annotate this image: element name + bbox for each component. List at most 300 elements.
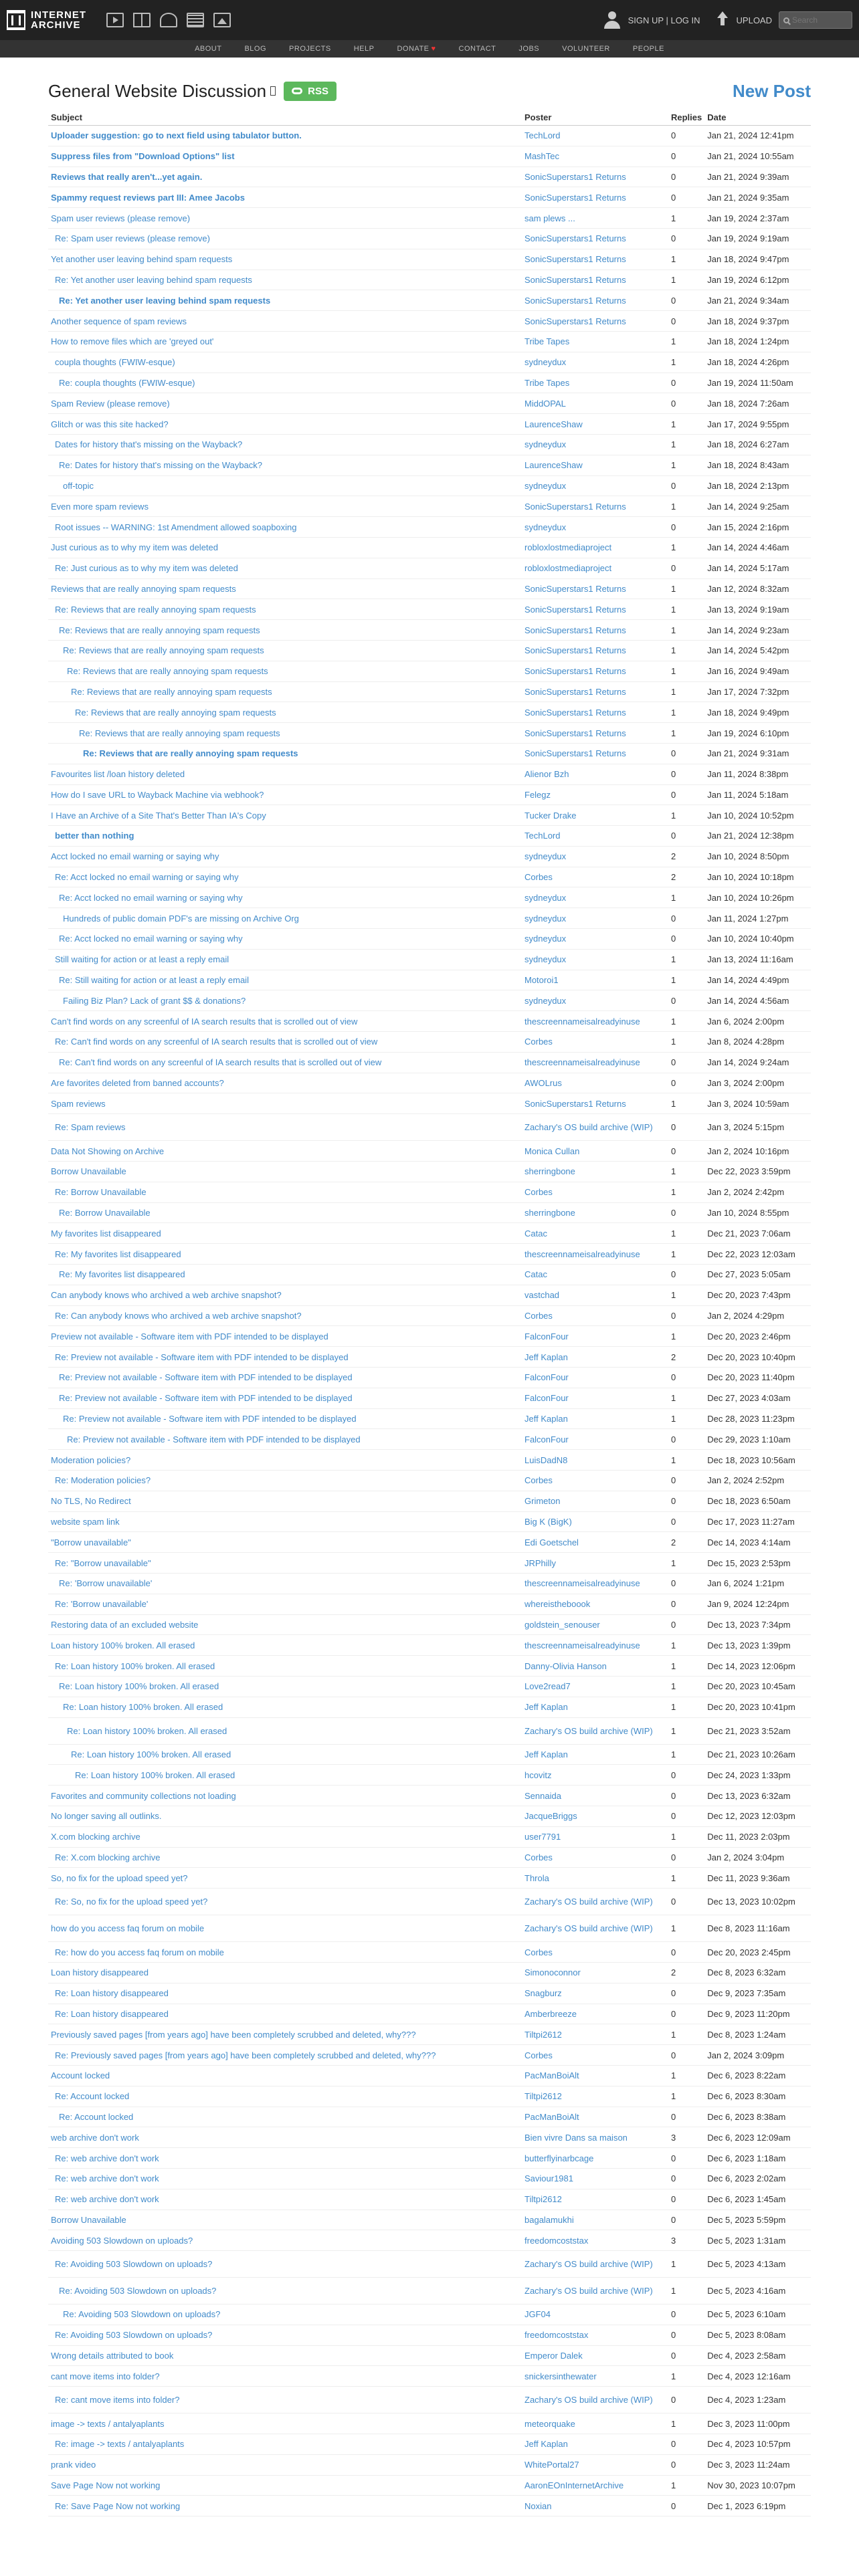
poster-cell [522, 1450, 668, 1471]
post-subject-link[interactable]: Account locked [51, 2070, 110, 2081]
post-subject-link[interactable]: Re: Yet another user leaving behind spam requests [59, 295, 271, 306]
nav-jobs[interactable]: JOBS [518, 45, 540, 53]
post-subject-link[interactable]: Re: Borrow Unavailable [55, 1187, 147, 1198]
poster-link[interactable]: AWOLrus [524, 1078, 562, 1089]
post-subject-link[interactable]: Re: Still waiting for action or at least a reply email [59, 975, 249, 986]
replies-count: 0 [668, 167, 704, 187]
poster-link[interactable]: freedomcoststax [524, 2330, 589, 2341]
post-subject-link[interactable]: Are favorites deleted from banned accounts? [51, 1078, 224, 1089]
post-subject-cell [48, 187, 522, 208]
replies-count: 1 [668, 949, 704, 970]
poster-link[interactable]: LaurenceShaw [524, 460, 583, 471]
poster-cell [522, 208, 668, 229]
poster-cell [522, 558, 668, 578]
poster-link[interactable]: SonicSuperstars1 Returns [524, 1098, 626, 1109]
poster-cell [522, 1011, 668, 1032]
post-subject-link[interactable]: Acct locked no email warning or saying why [51, 851, 219, 862]
post-subject-link[interactable]: Preview not available - Software item with PDF intended to be displayed [51, 1331, 328, 1341]
post-subject-link[interactable]: Borrow Unavailable [51, 2214, 126, 2225]
poster-link[interactable]: goldstein_senouser [524, 1619, 600, 1630]
poster-link[interactable]: freedomcoststax [524, 2235, 589, 2246]
post-subject-link[interactable]: Re: Can't find words on any screenful of IA search results that is scrolled out of view [55, 1037, 378, 1047]
poster-link[interactable]: SonicSuperstars1 Returns [524, 295, 626, 306]
poster-link[interactable]: PacManBoiAlt [524, 2111, 579, 2122]
post-subject-link[interactable]: Re: Preview not available - Software item with PDF intended to be displayed [59, 1393, 353, 1404]
poster-link[interactable]: Sennaida [524, 1790, 561, 1801]
internet-archive-logo[interactable] [7, 10, 86, 30]
poster-link[interactable]: Corbes [524, 1311, 553, 1321]
post-subject-link[interactable]: prank video [51, 2460, 96, 2470]
post-subject-link[interactable]: X.com blocking archive [51, 1832, 140, 1842]
post-subject-link[interactable]: Hundreds of public domain PDF's are missing on Archive Org [63, 913, 299, 924]
poster-link[interactable]: SonicSuperstars1 Returns [524, 728, 626, 738]
poster-link[interactable]: JRPhilly [524, 1558, 556, 1568]
post-subject-link[interactable]: Can't find words on any screenful of IA search results that is scrolled out of view [51, 1016, 358, 1027]
poster-cell [522, 2024, 668, 2045]
replies-count: 1 [668, 1408, 704, 1429]
poster-link[interactable]: sydneydux [524, 522, 567, 532]
upload-link[interactable]: UPLOAD [736, 15, 772, 25]
poster-link[interactable]: Tiltpi2612 [524, 2091, 562, 2102]
poster-link[interactable]: SonicSuperstars1 Returns [524, 604, 626, 615]
search-input[interactable] [792, 15, 846, 25]
post-subject-link[interactable]: Re: So, no fix for the upload speed yet? [55, 1897, 208, 1907]
post-subject-link[interactable]: Glitch or was this site hacked? [51, 419, 169, 429]
poster-link[interactable]: vastchad [524, 1290, 560, 1301]
poster-link[interactable]: SonicSuperstars1 Returns [524, 666, 626, 677]
poster-cell [522, 1676, 668, 1697]
replies-count: 1 [668, 1388, 704, 1408]
post-subject-link[interactable]: Re: Avoiding 503 Slowdown on uploads? [55, 2259, 213, 2270]
post-subject-link[interactable]: coupla thoughts (FWIW-esque) [55, 357, 175, 368]
user-icon[interactable] [603, 10, 622, 30]
post-subject-link[interactable]: Re: Acct locked no email warning or saying why [59, 892, 243, 903]
post-subject-link[interactable]: Re: Loan history 100% broken. All erased [71, 1749, 231, 1759]
post-subject-link[interactable]: Failing Biz Plan? Lack of grant $$ & donations? [63, 995, 246, 1006]
post-subject-link[interactable]: Wrong details attributed to book [51, 2351, 174, 2361]
post-subject-link[interactable]: Data Not Showing on Archive [51, 1146, 165, 1156]
post-subject-link[interactable]: How do I save URL to Wayback Machine via webhook? [51, 789, 264, 800]
post-subject-link[interactable]: Re: Previously saved pages [from years ago] have been completely scrubbed and deleted, why??? [55, 2050, 436, 2060]
post-subject-link[interactable]: Re: Reviews that are really annoying spam requests [55, 604, 256, 615]
poster-link[interactable]: Jeff Kaplan [524, 2439, 568, 2450]
poster-link[interactable]: SonicSuperstars1 Returns [524, 192, 626, 203]
poster-link[interactable]: Corbes [524, 1475, 553, 1486]
poster-link[interactable]: sydneydux [524, 480, 567, 491]
poster-link[interactable]: Amberbreeze [524, 2008, 577, 2019]
poster-link[interactable]: Grimeton [524, 1496, 561, 1507]
post-subject-link[interactable]: Re: Avoiding 503 Slowdown on uploads? [55, 2330, 213, 2341]
post-subject-link[interactable]: Re: Borrow Unavailable [59, 1208, 151, 1218]
post-subject-link[interactable]: Re: Loan history 100% broken. All erased [63, 1702, 223, 1713]
poster-link[interactable]: thescreennameisalreadyinuse [524, 1640, 640, 1650]
poster-link[interactable]: Catac [524, 1228, 547, 1239]
post-subject-link[interactable]: Just curious as to why my item was deleted [51, 542, 218, 553]
post-subject-link[interactable]: Re: Reviews that are really annoying spam requests [59, 625, 260, 635]
poster-link[interactable]: SonicSuperstars1 Returns [524, 583, 626, 594]
poster-link[interactable]: Zachary's OS build archive (WIP) [524, 1923, 653, 1934]
post-subject-link[interactable]: Re: image -> texts / antalyaplants [55, 2439, 185, 2450]
post-subject-link[interactable]: Re: Reviews that are really annoying spam requests [75, 707, 276, 718]
table-row [48, 2325, 811, 2345]
search-box[interactable] [779, 11, 852, 29]
poster-link[interactable]: sydneydux [524, 357, 567, 368]
poster-link[interactable]: Felegz [524, 789, 551, 800]
post-subject-link[interactable]: Re: Yet another user leaving behind spam requests [55, 274, 252, 285]
poster-link[interactable]: SonicSuperstars1 Returns [524, 233, 626, 244]
post-date: Jan 21, 2024 12:41pm [704, 126, 811, 146]
post-subject-cell [48, 496, 522, 517]
nav-help[interactable]: HELP [353, 45, 375, 53]
post-subject-link[interactable]: Re: Can't find words on any screenful of IA search results that is scrolled out of view [59, 1057, 382, 1068]
poster-cell [522, 2496, 668, 2516]
post-date: Jan 6, 2024 2:00pm [704, 1011, 811, 1032]
poster-cell [522, 1635, 668, 1656]
replies-count: 0 [668, 743, 704, 764]
poster-link[interactable]: sam plews ... [524, 213, 575, 223]
nav-about[interactable]: ABOUT [195, 45, 222, 53]
poster-link[interactable]: Jeff Kaplan [524, 1414, 568, 1424]
post-subject-link[interactable]: Re: "Borrow unavailable" [55, 1558, 151, 1568]
poster-link[interactable]: FalconFour [524, 1331, 569, 1341]
poster-link[interactable]: Alienor Bzh [524, 769, 569, 780]
poster-link[interactable]: Motoroi1 [524, 975, 559, 986]
post-subject-link[interactable]: Avoiding 503 Slowdown on uploads? [51, 2235, 193, 2246]
poster-link[interactable]: Noxian [524, 2500, 552, 2511]
poster-cell [522, 929, 668, 950]
poster-link[interactable]: Throla [524, 1872, 549, 1883]
poster-link[interactable]: Monica Cullan [524, 1146, 580, 1156]
post-date: Jan 19, 2024 6:12pm [704, 270, 811, 290]
poster-link[interactable]: Edi Goetschel [524, 1537, 579, 1547]
post-date: Jan 15, 2024 2:16pm [704, 517, 811, 538]
post-subject-link[interactable]: Re: coupla thoughts (FWIW-esque) [59, 377, 195, 388]
replies-count: 1 [668, 661, 704, 681]
poster-link[interactable]: Zachary's OS build archive (WIP) [524, 2286, 653, 2296]
poster-link[interactable]: Love2read7 [524, 1681, 571, 1692]
poster-link[interactable]: Zachary's OS build archive (WIP) [524, 2395, 653, 2405]
post-subject-link[interactable]: Re: Preview not available - Software item with PDF intended to be displayed [55, 1352, 349, 1362]
poster-link[interactable]: SonicSuperstars1 Returns [524, 274, 626, 285]
post-subject-link[interactable]: Yet another user leaving behind spam requests [51, 254, 233, 265]
post-subject-link[interactable]: Reviews that really aren't...yet again. [51, 171, 203, 182]
poster-link[interactable]: whereistheboook [524, 1599, 591, 1610]
nav-blog[interactable]: BLOG [244, 45, 267, 53]
post-subject-link[interactable]: Spam user reviews (please remove) [51, 213, 191, 223]
poster-link[interactable]: user7791 [524, 1832, 561, 1842]
poster-link[interactable]: thescreennameisalreadyinuse [524, 1249, 640, 1259]
audio-icon[interactable] [160, 13, 177, 27]
poster-link[interactable]: sydneydux [524, 934, 567, 944]
upload-icon[interactable] [715, 11, 730, 29]
poster-link[interactable]: Emperor Dalek [524, 2351, 583, 2361]
poster-link[interactable]: SonicSuperstars1 Returns [524, 316, 626, 326]
poster-link[interactable]: Zachary's OS build archive (WIP) [524, 2259, 653, 2270]
header-subject: Subject [48, 110, 522, 126]
post-subject-link[interactable]: Re: Reviews that are really annoying spam requests [83, 748, 298, 759]
post-subject-link[interactable]: Uploader suggestion: go to next field using tabulator button. [51, 130, 302, 141]
post-subject-link[interactable]: Re: Loan history 100% broken. All erased [55, 1660, 215, 1671]
post-subject-link[interactable]: Re: how do you access faq forum on mobile [55, 1947, 224, 1957]
post-subject-link[interactable]: Can anybody knows who archived a web archive snapshot? [51, 1290, 282, 1301]
poster-link[interactable]: Corbes [524, 1852, 553, 1862]
poster-link[interactable]: Catac [524, 1269, 547, 1280]
images-icon[interactable] [213, 13, 231, 27]
post-subject-link[interactable]: Re: Loan history 100% broken. All erased [75, 1769, 235, 1780]
post-subject-link[interactable]: cant move items into folder? [51, 2371, 160, 2381]
poster-link[interactable]: Tribe Tapes [524, 377, 570, 388]
poster-link[interactable]: SonicSuperstars1 Returns [524, 501, 626, 512]
replies-count: 1 [668, 249, 704, 270]
post-subject-link[interactable]: Re: X.com blocking archive [55, 1852, 161, 1862]
poster-link[interactable]: Zachary's OS build archive (WIP) [524, 1725, 653, 1736]
post-subject-link[interactable]: I Have an Archive of a Site That's Better Than IA's Copy [51, 810, 266, 821]
post-subject-link[interactable]: Re: Reviews that are really annoying spam requests [67, 666, 268, 677]
post-subject-link[interactable]: Re: Moderation policies? [55, 1475, 151, 1486]
post-subject-link[interactable]: Spam reviews [51, 1098, 106, 1109]
post-subject-link[interactable]: Re: Spam user reviews (please remove) [55, 233, 210, 244]
post-subject-link[interactable]: Re: web archive don't work [55, 2153, 159, 2163]
post-subject-link[interactable]: Re: Avoiding 503 Slowdown on uploads? [63, 2309, 221, 2320]
table-row [48, 1594, 811, 1614]
post-subject-link[interactable]: Re: Loan history 100% broken. All erased [67, 1725, 227, 1736]
post-subject-link[interactable]: How to remove files which are 'greyed out' [51, 336, 214, 347]
poster-link[interactable]: meteorquake [524, 2418, 575, 2429]
poster-link[interactable]: Corbes [524, 872, 553, 883]
post-subject-link[interactable]: Even more spam reviews [51, 501, 149, 512]
poster-link[interactable]: Tiltpi2612 [524, 2194, 562, 2205]
poster-link[interactable]: Tiltpi2612 [524, 2029, 562, 2040]
table-row [48, 2086, 811, 2107]
poster-link[interactable]: Corbes [524, 1947, 553, 1957]
post-subject-link[interactable]: Re: Acct locked no email warning or saying why [55, 872, 239, 883]
rss-button[interactable] [284, 82, 337, 101]
post-subject-link[interactable]: Re: My favorites list disappeared [55, 1249, 181, 1259]
post-subject-cell [48, 2454, 522, 2475]
nav-people[interactable]: PEOPLE [632, 45, 664, 53]
video-icon[interactable] [106, 13, 124, 27]
post-subject-link[interactable]: website spam link [51, 1516, 120, 1527]
post-subject-link[interactable]: No longer saving all outlinks. [51, 1811, 162, 1822]
poster-link[interactable]: AaronEOnInternetArchive [524, 2480, 624, 2491]
poster-link[interactable]: Saviour1981 [524, 2173, 573, 2184]
post-subject-link[interactable]: Spam Review (please remove) [51, 398, 170, 409]
post-subject-link[interactable]: Re: 'Borrow unavailable' [55, 1599, 149, 1610]
poster-link[interactable]: robloxlostmediaproject [524, 563, 612, 574]
post-subject-link[interactable]: Dates for history that's missing on the Wayback? [55, 439, 243, 450]
post-subject-link[interactable]: Loan history disappeared [51, 1967, 149, 1978]
poster-link[interactable]: WhitePortal27 [524, 2460, 579, 2470]
post-subject-link[interactable]: Re: cant move items into folder? [55, 2395, 180, 2405]
post-subject-link[interactable]: Reviews that are really annoying spam requests [51, 583, 236, 594]
poster-link[interactable]: SonicSuperstars1 Returns [524, 625, 626, 635]
post-subject-link[interactable]: how do you access faq forum on mobile [51, 1923, 205, 1934]
poster-cell [522, 640, 668, 661]
poster-cell [522, 1202, 668, 1223]
post-subject-link[interactable]: Another sequence of spam reviews [51, 316, 187, 326]
poster-link[interactable]: Corbes [524, 1187, 553, 1198]
poster-cell [522, 1786, 668, 1806]
replies-count: 0 [668, 372, 704, 393]
poster-link[interactable]: sydneydux [524, 439, 567, 450]
post-subject-link[interactable]: Re: My favorites list disappeared [59, 1269, 185, 1280]
software-icon[interactable] [187, 13, 204, 27]
post-subject-link[interactable]: Loan history 100% broken. All erased [51, 1640, 195, 1650]
poster-link[interactable]: hcovitz [524, 1769, 552, 1780]
poster-link[interactable]: Corbes [524, 1037, 553, 1047]
poster-link[interactable]: PacManBoiAlt [524, 2070, 579, 2081]
post-subject-link[interactable]: Re: Avoiding 503 Slowdown on uploads? [59, 2286, 217, 2296]
poster-link[interactable]: sherringbone [524, 1166, 575, 1177]
post-subject-cell [48, 2230, 522, 2251]
poster-link[interactable]: Zachary's OS build archive (WIP) [524, 1122, 653, 1133]
poster-link[interactable]: LuisDadN8 [524, 1455, 568, 1465]
forum-posts-table [48, 110, 811, 2516]
post-subject-link[interactable]: Re: Account locked [55, 2091, 130, 2102]
post-subject-link[interactable]: So, no fix for the upload speed yet? [51, 1872, 188, 1883]
post-date: Jan 18, 2024 6:27am [704, 434, 811, 455]
poster-link[interactable]: Big K (BigK) [524, 1516, 572, 1527]
poster-link[interactable]: thescreennameisalreadyinuse [524, 1578, 640, 1589]
post-subject-cell [48, 517, 522, 538]
post-subject-link[interactable]: off-topic [63, 480, 94, 491]
post-subject-link[interactable]: Re: Reviews that are really annoying spam requests [63, 645, 264, 656]
poster-cell [522, 1223, 668, 1244]
post-subject-link[interactable]: Still waiting for action or at least a reply email [55, 954, 229, 965]
post-subject-link[interactable]: Re: web archive don't work [55, 2173, 159, 2184]
post-subject-link[interactable]: "Borrow unavailable" [51, 1537, 131, 1547]
post-subject-link[interactable]: Re: Can anybody knows who archived a web archive snapshot? [55, 1311, 302, 1321]
post-subject-link[interactable]: Borrow Unavailable [51, 1166, 126, 1177]
poster-link[interactable]: JacqueBriggs [524, 1811, 577, 1822]
poster-link[interactable]: SonicSuperstars1 Returns [524, 645, 626, 656]
table-row [48, 187, 811, 208]
post-subject-link[interactable]: Re: Just curious as to why my item was deleted [55, 563, 238, 574]
poster-link[interactable]: thescreennameisalreadyinuse [524, 1016, 640, 1027]
signup-login-link[interactable]: SIGN UP | LOG IN [628, 15, 700, 25]
new-post-link[interactable]: New Post [732, 80, 811, 101]
poster-link[interactable]: JGF04 [524, 2309, 551, 2320]
poster-link[interactable]: sydneydux [524, 995, 567, 1006]
poster-link[interactable]: Jeff Kaplan [524, 1702, 568, 1713]
poster-link[interactable]: SonicSuperstars1 Returns [524, 707, 626, 718]
nav-projects[interactable]: PROJECTS [289, 45, 331, 53]
post-subject-link[interactable]: Restoring data of an excluded website [51, 1619, 199, 1630]
poster-link[interactable]: TechLord [524, 130, 561, 141]
poster-link[interactable]: MiddOPAL [524, 398, 566, 409]
nav-contact[interactable]: CONTACT [458, 45, 496, 53]
table-row [48, 1244, 811, 1265]
nav-volunteer[interactable]: VOLUNTEER [562, 45, 610, 53]
poster-link[interactable]: FalconFour [524, 1393, 569, 1404]
post-subject-cell [48, 1388, 522, 1408]
nav-donate[interactable] [397, 45, 436, 53]
post-subject-link[interactable]: Root issues -- WARNING: 1st Amendment allowed soapboxing [55, 522, 297, 532]
poster-link[interactable]: Jeff Kaplan [524, 1749, 568, 1759]
post-subject-link[interactable]: My favorites list disappeared [51, 1228, 161, 1239]
post-subject-link[interactable]: Re: Preview not available - Software item with PDF intended to be displayed [63, 1414, 357, 1424]
table-row [48, 393, 811, 414]
replies-count: 0 [668, 1765, 704, 1786]
post-date: Jan 18, 2024 1:24pm [704, 331, 811, 352]
poster-link[interactable]: sydneydux [524, 913, 567, 924]
post-date: Dec 20, 2023 10:41pm [704, 1697, 811, 1717]
poster-link[interactable]: sherringbone [524, 1208, 575, 1218]
poster-link[interactable]: Corbes [524, 2050, 553, 2060]
post-subject-link[interactable]: better than nothing [55, 831, 134, 841]
post-subject-link[interactable]: Re: web archive don't work [55, 2194, 159, 2205]
poster-link[interactable]: thescreennameisalreadyinuse [524, 1057, 640, 1068]
poster-link[interactable]: butterflyinarbcage [524, 2153, 594, 2163]
poster-cell [522, 599, 668, 620]
poster-link[interactable]: Simonoconnor [524, 1967, 581, 1978]
poster-link[interactable]: LaurenceShaw [524, 419, 583, 429]
poster-cell [522, 1826, 668, 1847]
poster-link[interactable]: sydneydux [524, 892, 567, 903]
post-subject-link[interactable]: Re: Loan history disappeared [55, 1988, 169, 1999]
post-subject-link[interactable]: Favourites list /loan history deleted [51, 769, 185, 780]
post-date: Dec 20, 2023 10:40pm [704, 1347, 811, 1368]
poster-link[interactable]: SonicSuperstars1 Returns [524, 686, 626, 697]
poster-link[interactable]: SonicSuperstars1 Returns [524, 254, 626, 265]
post-subject-link[interactable]: Re: Acct locked no email warning or saying why [59, 934, 243, 944]
poster-link[interactable]: Tribe Tapes [524, 336, 570, 347]
post-subject-link[interactable]: Suppress files from "Download Options" list [51, 151, 235, 162]
post-subject-link[interactable]: Re: Spam reviews [55, 1122, 126, 1133]
poster-link[interactable]: sydneydux [524, 954, 567, 965]
post-subject-link[interactable]: Re: Account locked [59, 2111, 134, 2122]
poster-cell [522, 702, 668, 723]
poster-link[interactable]: TechLord [524, 831, 561, 841]
post-subject-link[interactable]: Re: Save Page Now not working [55, 2500, 181, 2511]
post-subject-link[interactable]: Previously saved pages [from years ago] have been completely scrubbed and deleted, why??? [51, 2029, 416, 2040]
post-subject-link[interactable]: Re: Preview not available - Software item with PDF intended to be displayed [67, 1434, 361, 1444]
poster-link[interactable]: sydneydux [524, 851, 567, 862]
post-subject-link[interactable]: Moderation policies? [51, 1455, 131, 1465]
post-subject-link[interactable]: web archive don't work [51, 2132, 139, 2143]
poster-link[interactable]: SonicSuperstars1 Returns [524, 748, 626, 759]
post-subject-link[interactable]: Re: Reviews that are really annoying spam requests [79, 728, 280, 738]
poster-link[interactable]: FalconFour [524, 1434, 569, 1444]
poster-link[interactable]: SonicSuperstars1 Returns [524, 171, 626, 182]
post-subject-link[interactable]: Re: Loan history 100% broken. All erased [59, 1681, 219, 1692]
post-subject-link[interactable]: Save Page Now not working [51, 2480, 161, 2491]
poster-link[interactable]: Bien vivre Dans sa maison [524, 2132, 628, 2143]
post-subject-link[interactable]: Re: Loan history disappeared [55, 2008, 169, 2019]
poster-link[interactable]: Danny-Olivia Hanson [524, 1660, 607, 1671]
post-subject-link[interactable]: Re: 'Borrow unavailable' [59, 1578, 153, 1589]
poster-link[interactable]: FalconFour [524, 1372, 569, 1383]
poster-link[interactable]: bagalamukhi [524, 2214, 574, 2225]
poster-cell [522, 1388, 668, 1408]
texts-icon[interactable] [133, 13, 151, 27]
post-subject-link[interactable]: Favorites and community collections not loading [51, 1790, 236, 1801]
post-subject-link[interactable]: Spammy request reviews part III: Amee Jacobs [51, 192, 245, 203]
poster-link[interactable]: snickersinthewater [524, 2371, 597, 2381]
post-subject-link[interactable]: Re: Reviews that are really annoying spam requests [71, 686, 272, 697]
poster-link[interactable]: MashTec [524, 151, 560, 162]
post-date: Dec 5, 2023 6:10am [704, 2304, 811, 2325]
post-subject-link[interactable]: image -> texts / antalyaplants [51, 2418, 165, 2429]
post-subject-link[interactable]: Re: Dates for history that's missing on the Wayback? [59, 460, 263, 471]
poster-link[interactable]: Tucker Drake [524, 810, 577, 821]
poster-link[interactable]: Snagburz [524, 1988, 562, 1999]
poster-link[interactable]: robloxlostmediaproject [524, 542, 612, 553]
post-subject-link[interactable]: Re: Preview not available - Software item with PDF intended to be displayed [59, 1372, 353, 1383]
poster-link[interactable]: Zachary's OS build archive (WIP) [524, 1897, 653, 1907]
post-subject-link[interactable]: No TLS, No Redirect [51, 1496, 131, 1507]
poster-link[interactable]: Jeff Kaplan [524, 1352, 568, 1362]
